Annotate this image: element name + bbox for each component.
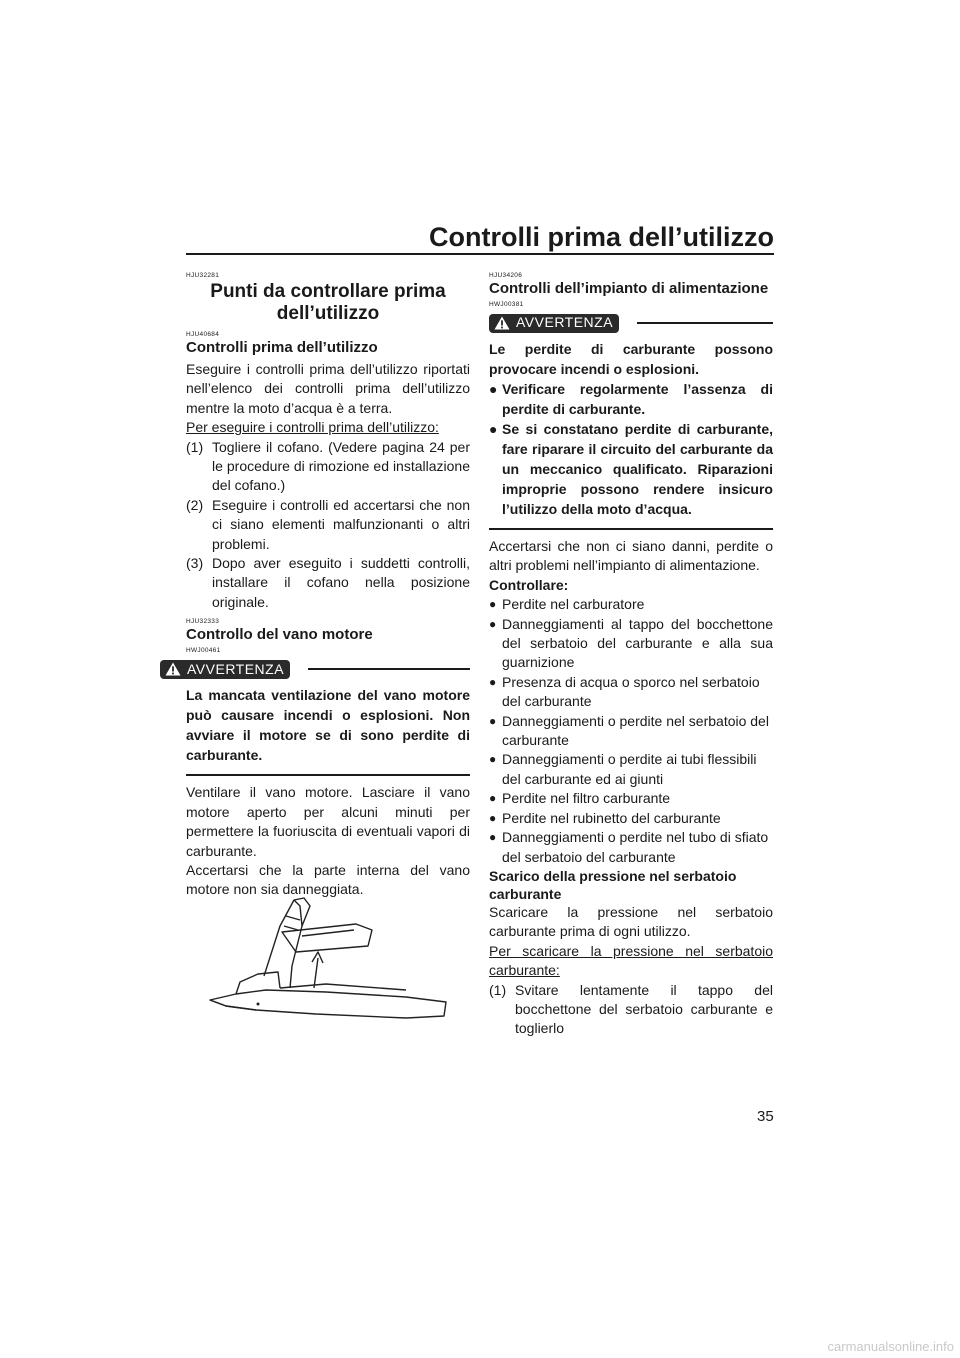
list-item: ● Danneggiamenti al tappo del bocchettone del serbatoio del carburante e alla sua guarnizione [489,615,773,673]
left-column [186,272,470,900]
step-item [489,981,773,1039]
subheading-engine-bay: Controllo del vano motore [186,626,373,644]
right-column [489,272,773,1039]
step-number: (2) [186,496,204,513]
step-text: Svitare lentamente il tappo del bocchettone del serbatoio carburante e toglierlo [515,981,773,1037]
bullet-icon: ● [489,597,497,612]
warning-intro: Le perdite di carburante possono provocare incendi o esplosioni. [489,341,773,377]
subheading-pressure: Scarico della pressione nel serbatoio carburante [489,867,737,902]
warning-box [186,658,470,776]
warning-badge [489,314,619,333]
warning-bullet: ● Verificare regolarmente l’assenza di perdite di carburante. [489,381,773,417]
bullet-icon: ● [489,616,497,631]
paragraph: Scaricare la pressione nel serbatoio carburante prima di ogni utilizzo. [489,903,773,940]
jet-ski-illustration [206,896,456,1038]
bullet-icon: ● [489,713,497,728]
bullet-icon: ● [489,674,497,689]
list-item: ● Danneggiamenti o perdite nel serbatoio del carburante [489,712,773,751]
subheading-precheck: Controlli prima dell’utilizzo [186,339,378,356]
step-text: Eseguire i controlli ed accertarsi che non ci siano elementi malfunzionanti o altri problemi. [212,496,470,552]
main-heading-line: dell’utilizzo [276,303,380,324]
main-heading [186,281,470,325]
list-item: ● Perdite nel carburatore [489,595,773,614]
step-text: Dopo aver eseguito i suddetti controlli, installare il cofano nella posizione originale. [212,555,470,610]
section-code: HJU34206 [489,272,523,279]
paragraph: Accertarsi che la parte interna del vano motore non sia danneggiata. [186,861,470,898]
step-item [186,438,470,496]
bullet-icon: ● [489,810,497,825]
warning-code: HWJ00381 [489,301,524,308]
bullet-icon: ● [489,381,498,397]
section-code: HJU32281 [186,272,220,279]
paragraph: Ventilare il vano motore. Lasciare il vano motore aperto per alcuni minuti per permettere la fuoriuscita di eventuali vapori di carburante. [186,784,470,859]
section-code: HJU32333 [186,618,220,626]
step-number: (3) [186,555,204,572]
bullet-icon: ● [489,791,497,806]
step-number: (1) [489,981,507,998]
warning-label: AVVERTENZA [187,660,285,677]
procedure-label: Per scaricare la pressione nel serbatoio carburante: [489,942,773,979]
paragraph: Accertarsi che non ci siano danni, perdite o altri problemi nell’impianto di alimentazione. [489,538,773,574]
subheading-fuel-system: Controlli dell’impianto di alimentazione [489,280,769,297]
warning-bullet: ● Se si constatano perdite di carburante, fare riparare il circuito del carburante da un meccanico qualificato. Riparazioni improprie possono rendere insicuro l’utilizzo della moto d’acqua. [489,421,773,517]
bullet-icon: ● [489,830,497,845]
procedure-label: Per eseguire i controlli prima dell’utilizzo: [186,419,439,436]
warning-triangle-icon [494,316,510,330]
warning-box [489,312,773,530]
list-item: ● Perdite nel filtro carburante [489,789,773,808]
list-item: ● Perdite nel rubinetto del carburante [489,809,773,828]
step-number: (1) [186,438,204,455]
title-rule [186,253,774,255]
warning-text [489,334,773,530]
warning-badge [160,660,290,679]
warning-code: HWJ00461 [186,647,221,655]
check-label: Controllare: [489,576,569,593]
step-text: Togliere il cofano. (Vedere pagina 24 per le procedure di rimozione ed installazione del cofano.) [212,438,470,494]
warning-text: La mancata ventilazione del vano motore può causare incendi o esplosioni. Non avviare il motore se di sono perdite di carburante. [186,680,470,776]
paragraph: Eseguire i controlli prima dell’utilizzo riportati nell’elenco dei controlli prima dell’utilizzo mentre la moto d’acqua è a terra. [186,361,470,416]
warning-triangle-icon [165,662,181,676]
list-item: ● Presenza di acqua o sporco nel serbatoio del carburante [489,673,773,712]
step-item [186,554,470,612]
bullet-icon: ● [489,421,498,437]
step-item [186,496,470,554]
warning-label: AVVERTENZA [516,314,614,331]
page-number: 35 [757,1108,774,1125]
watermark: carmanualsonline.info [827,1339,954,1354]
bullet-icon: ● [489,752,497,767]
list-item: ● Danneggiamenti o perdite ai tubi flessibili del carburante ed ai giunti [489,750,773,789]
section-code: HJU40684 [186,331,220,338]
list-item: ● Danneggiamenti o perdite nel tubo di sfiato del serbatoio del carburante [489,828,773,867]
main-heading-line: Punti da controllare prima [210,281,446,302]
page-title: Controlli prima dell’utilizzo [428,222,774,252]
